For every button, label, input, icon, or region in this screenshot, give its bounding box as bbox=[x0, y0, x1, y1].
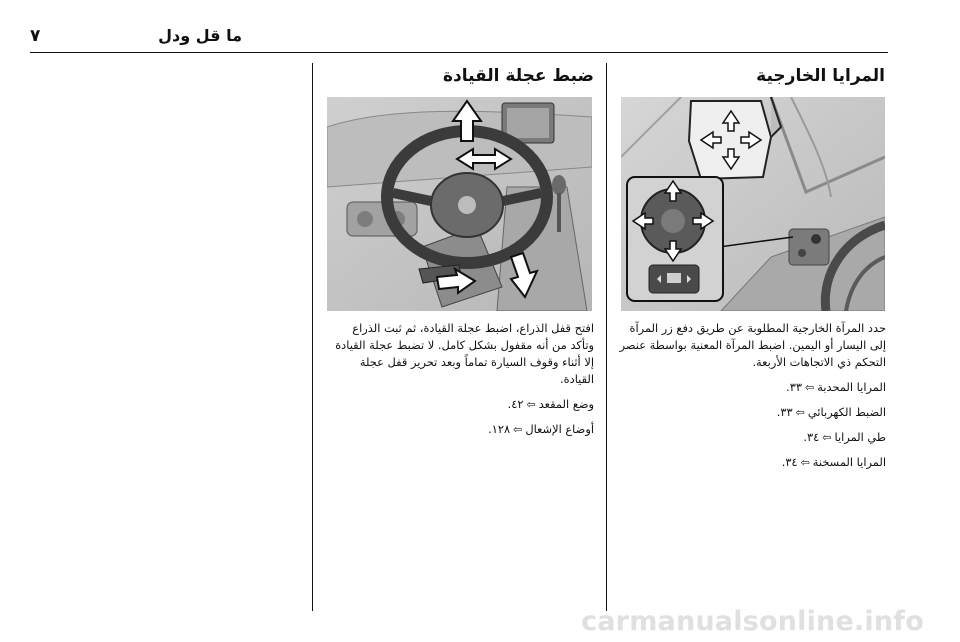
arrow-glyph-icon: ⇦ bbox=[800, 456, 810, 469]
cross-reference[interactable]: المرايا المسخنة⇦٣٤. bbox=[781, 455, 886, 469]
ref-label: المرايا المسخنة bbox=[812, 455, 886, 469]
ref-label: الضبط الكهربائي bbox=[807, 405, 886, 419]
page-number: ٧ bbox=[30, 26, 41, 46]
steering-adjust-figure bbox=[327, 97, 592, 311]
cross-reference[interactable]: المرايا المحدبة⇦٣٣. bbox=[786, 380, 886, 394]
steering-section-title: ضبط عجلة القيادة bbox=[442, 66, 594, 86]
cross-reference[interactable]: أوضاع الإشعال⇦١٢٨. bbox=[488, 422, 594, 436]
steering-body bbox=[326, 320, 594, 446]
arrow-glyph-icon: ⇦ bbox=[526, 398, 536, 411]
ref-page: ١٢٨ bbox=[491, 422, 511, 436]
ref-page: ٤٢ bbox=[511, 397, 524, 411]
mirror-control-figure bbox=[621, 97, 885, 311]
ref-label: وضع المقعد bbox=[538, 397, 594, 411]
arrow-glyph-icon: ⇦ bbox=[822, 431, 832, 444]
arrow-glyph-icon: ⇦ bbox=[795, 406, 805, 419]
ref-page: ٣٤ bbox=[785, 455, 798, 469]
running-title: ما قل ودل bbox=[158, 26, 242, 45]
cross-reference[interactable]: وضع المقعد⇦٤٢. bbox=[507, 397, 594, 411]
mirrors-body bbox=[618, 320, 886, 479]
cross-reference[interactable]: الضبط الكهربائي⇦٣٣. bbox=[776, 405, 886, 419]
site-watermark: carmanualsonline.info bbox=[581, 606, 924, 637]
ref-page: ٣٣ bbox=[789, 380, 803, 394]
ref-label: أوضاع الإشعال bbox=[525, 422, 594, 436]
arrow-glyph-icon: ⇦ bbox=[513, 423, 523, 436]
cross-reference[interactable]: طي المرايا⇦٣٤. bbox=[803, 430, 886, 444]
ref-page: ٣٤ bbox=[807, 430, 820, 444]
ref-label: المرايا المحدبة bbox=[817, 380, 886, 394]
mirrors-paragraph: حدد المرآة الخارجية المطلوبة عن طريق دفع زر المرآة إلى اليسار أو اليمين. اضبط المرآة المعنية بواسطة عنصر التحكم ذي الاتجاهات الأربعة. bbox=[619, 321, 886, 369]
header-rule bbox=[30, 52, 888, 53]
arrow-glyph-icon: ⇦ bbox=[805, 381, 815, 394]
column-divider-left bbox=[312, 63, 313, 611]
column-divider-right bbox=[606, 63, 607, 611]
steering-paragraph: افتح قفل الذراع، اضبط عجلة القيادة، ثم ثبت الذراع وتأكد من أنه مقفول بشكل كامل. لا تضبط عجلة القيادة إلا أثناء وقوف السيارة تماماً وبعد تحرير قفل عجلة القيادة. bbox=[335, 321, 594, 386]
ref-page: ٣٣ bbox=[780, 405, 793, 419]
mirrors-section-title: المرايا الخارجية bbox=[756, 66, 885, 86]
ref-label: طي المرايا bbox=[834, 430, 886, 444]
